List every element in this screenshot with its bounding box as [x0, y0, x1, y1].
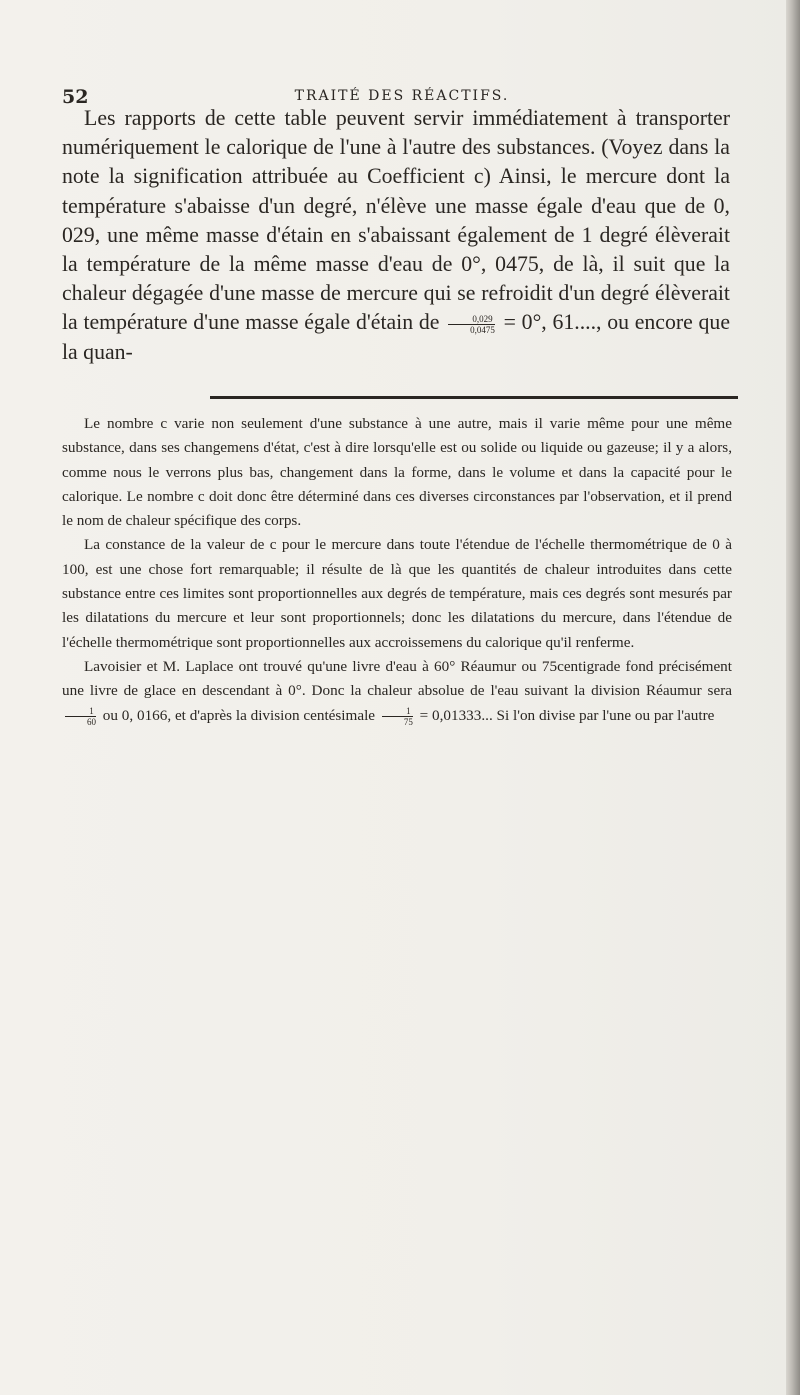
centesimal-fraction — [382, 706, 413, 727]
footnote-paragraph-3-end: = 0,01333... Si l'on divise par l'une ou par l'autre — [419, 706, 715, 724]
main-paragraph-text: Les rapports de cette table peuvent servir immédiatement à transporter numériquement le calorique de l'une à l'autre des substances. (Voyez dans la note la signification attribuée au Coefficient c) Ainsi, le mercure dont la température s'abaisse d'un degré, n'élève une masse égale d'eau que de 0, 029, une même masse d'étain en s'abaissant également de 1 degré élèverait la température de la même masse d'eau de 0°, 0475, de là, il suit que la chaleur dégagée d'une masse de mercure qui se refroidit d'un degré élèverait la température d'une masse égale d'étain de — [62, 106, 730, 335]
page-edge — [786, 0, 800, 1395]
footnote-paragraph-3-mid: ou 0, 0166, et d'après la division centésimale — [102, 706, 376, 724]
footnote — [62, 412, 732, 728]
page-number: 52 — [62, 86, 89, 108]
centesimal-numerator: 1 — [382, 706, 413, 717]
reaumur-denominator: 60 — [87, 716, 96, 727]
footnote-paragraph-3-text: Lavoisier et M. Laplace ont trouvé qu'une livre d'eau à 60° Réaumur ou 75centigrade fond précisément une livre de glace en descendant à 0°. Donc la chaleur absolue de l'eau suivant la division Réaumur sera — [62, 657, 732, 700]
footnote-paragraph-3 — [62, 655, 732, 728]
footnote-paragraph-2: La constance de la valeur de c pour le mercure dans toute l'étendue de l'échelle thermométrique de 0 à 100, est une chose fort remarquable; il résulte de là que les quantités de chaleur introduites dans cette substance entre ces limites sont proportionnelles aux degrés de température, mais ces degrés sont mesurés par les dilatations du mercure et leur sont proportionnels; donc les dilatations du mercure, dans l'étendue de l'échelle thermométrique sont proportionnelles aux accroissemens du calorique qu'il renferme. — [62, 536, 732, 651]
main-text — [62, 104, 730, 367]
running-title: TRAITÉ DES RÉACTIFS. — [294, 88, 510, 104]
reaumur-fraction — [65, 706, 96, 727]
ratio-denominator: 0,0475 — [470, 324, 495, 335]
centesimal-denominator: 75 — [403, 716, 413, 727]
main-paragraph — [62, 104, 730, 367]
footnote-paragraph-1: Le nombre c varie non seulement d'une substance à une autre, mais il varie même pour une même substance, dans ses changemens d'état, c'est à dire lorsqu'elle est ou solide ou liquide ou gazeuse; il y a alors, comme nous le verrons plus bas, changement dans la forme, dans le volume et dans la capacité pour le calorique. Le nombre c doit donc être déterminé dans ces diverses circonstances par l'observation, et il prend le nom de chaleur spécifique des corps. — [62, 415, 732, 530]
ratio-numerator: 0,029 — [448, 314, 495, 325]
reaumur-numerator: 1 — [65, 706, 96, 717]
main-paragraph-end: = 0°, 61...., ou encore que la quan- — [62, 310, 731, 364]
ratio-fraction — [448, 314, 495, 335]
footnote-separator — [210, 396, 738, 399]
